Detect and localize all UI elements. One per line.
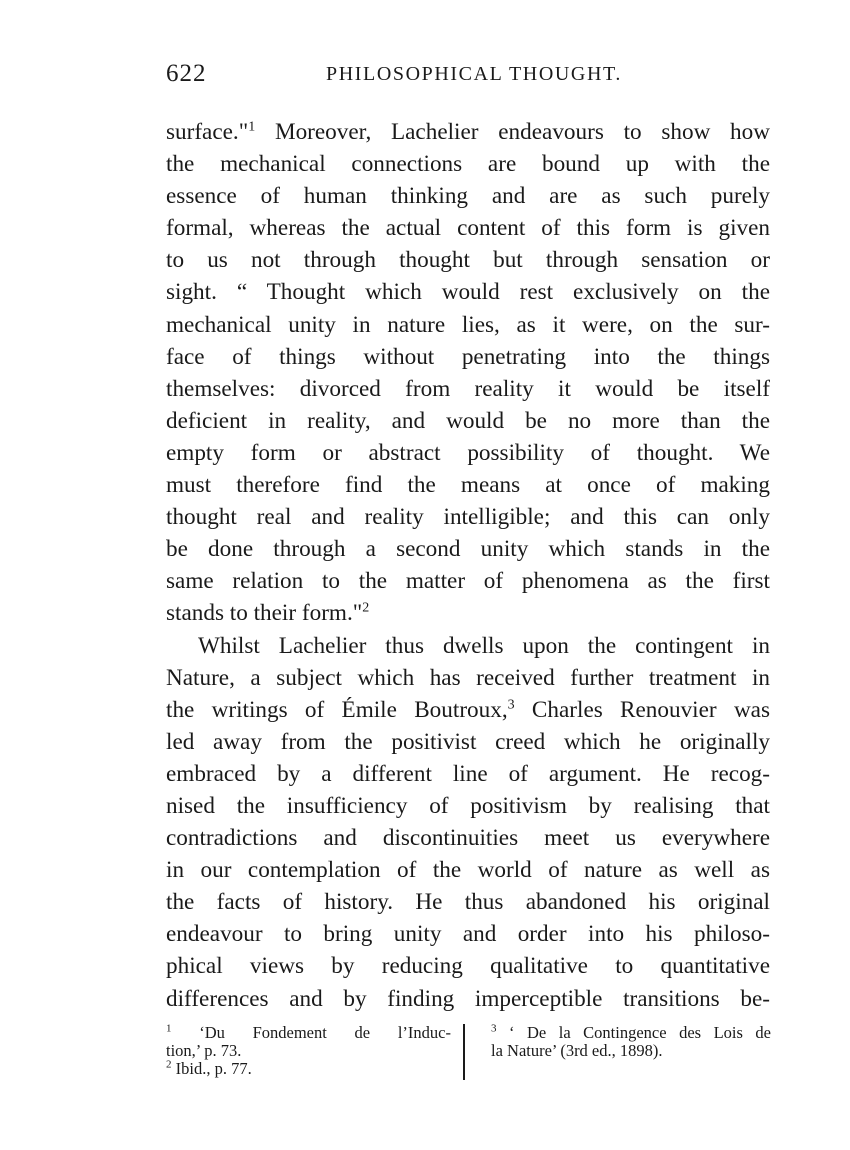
body-line-text: face of things without penetrating into the things bbox=[166, 343, 770, 370]
body-line bbox=[166, 276, 770, 308]
body-line bbox=[166, 822, 770, 854]
body-line bbox=[166, 597, 770, 629]
body-line-text: thought real and reality intelligible; and this can only bbox=[166, 504, 770, 531]
body-line-text: themselves: divorced from reality it would be itself bbox=[166, 375, 770, 402]
footnote-column-divider bbox=[463, 1024, 465, 1080]
body-line-text: contradictions and discontinuities meet us everywhere bbox=[166, 825, 770, 852]
body-line bbox=[166, 694, 770, 726]
body-line-text: Nature, a subject which has received further treatment in bbox=[166, 664, 770, 691]
body-line bbox=[166, 180, 770, 212]
footnote-line bbox=[166, 1060, 451, 1078]
body-line bbox=[166, 758, 770, 790]
footnote-text: la Nature’ (3rd ed., 1898). bbox=[491, 1041, 663, 1060]
body-line bbox=[166, 244, 770, 276]
body-line bbox=[166, 854, 770, 886]
body-line-text: led away from the positivist creed which he originally bbox=[166, 728, 770, 755]
body-line-text: be done through a second unity which stands in the bbox=[166, 536, 770, 563]
body-line-text: the mechanical connections are bound up with the bbox=[166, 151, 770, 178]
footnotes-left-column bbox=[166, 1024, 451, 1078]
body-line-text: the facts of history. He thus abandoned his original bbox=[166, 889, 770, 916]
footnote-text: ‘ De la Contingence des Lois de bbox=[509, 1023, 771, 1042]
body-line bbox=[166, 116, 770, 148]
body-line-text: same relation to the matter of phenomena as the first bbox=[166, 568, 770, 595]
footnote-mark: 3 bbox=[491, 1022, 497, 1035]
body-line bbox=[166, 950, 770, 982]
body-line bbox=[166, 148, 770, 180]
body-line-text: in our contemplation of the world of nature as well as bbox=[166, 857, 770, 884]
body-line bbox=[166, 373, 770, 405]
body-line-text: differences and by finding imperceptible transitions be- bbox=[166, 985, 770, 1012]
footnote-reference: 3 bbox=[507, 696, 515, 712]
body-text bbox=[166, 116, 770, 1015]
footnote-line bbox=[491, 1024, 771, 1042]
body-line-text: Charles Renouvier was bbox=[514, 696, 771, 723]
body-line-text: to us not through thought but through sensation or bbox=[166, 247, 770, 274]
body-line bbox=[166, 309, 770, 341]
footnote-mark: 2 bbox=[166, 1058, 172, 1071]
running-head bbox=[166, 60, 770, 96]
body-line-text: surface." bbox=[166, 119, 249, 145]
footnote-reference: 2 bbox=[362, 600, 370, 616]
body-line bbox=[166, 469, 770, 501]
body-line bbox=[166, 565, 770, 597]
body-line bbox=[166, 790, 770, 822]
footnote-text: tion,’ p. 73. bbox=[166, 1041, 242, 1060]
body-line bbox=[166, 341, 770, 373]
body-line-text: sight. “ Thought which would rest exclusively on the bbox=[166, 279, 770, 306]
body-line-text: mechanical unity in nature lies, as it were, on the sur- bbox=[166, 311, 770, 338]
body-line-text: nised the insufficiency of positivism by realising that bbox=[166, 792, 770, 819]
body-line bbox=[166, 662, 770, 694]
body-line bbox=[166, 405, 770, 437]
footnotes-right-column bbox=[491, 1024, 771, 1060]
body-line bbox=[166, 501, 770, 533]
body-line-text: the writings of Émile Boutroux, bbox=[166, 696, 508, 723]
body-line-text: formal, whereas the actual content of this form is given bbox=[166, 215, 770, 242]
body-line-text: Whilst Lachelier thus dwells upon the contingent in bbox=[198, 632, 770, 659]
body-line-text: essence of human thinking and are as such purely bbox=[166, 183, 770, 210]
body-line-text: Moreover, Lachelier endeavours to show how bbox=[255, 119, 770, 145]
body-line-text: embraced by a different line of argument. He recog- bbox=[166, 760, 770, 787]
body-line bbox=[166, 983, 770, 1015]
body-line bbox=[166, 212, 770, 244]
footnote-text: ‘Du Fondement de l’Induc- bbox=[199, 1023, 451, 1042]
footnote-reference: 1 bbox=[248, 119, 256, 135]
footnote-line bbox=[166, 1024, 451, 1042]
body-line bbox=[166, 630, 770, 662]
footnote-line bbox=[491, 1042, 771, 1060]
body-line bbox=[166, 918, 770, 950]
body-line-text: stands to their form." bbox=[166, 600, 363, 627]
body-line-text: empty form or abstract possibility of thought. We bbox=[166, 439, 770, 466]
body-line-text: must therefore find the means at once of making bbox=[166, 472, 770, 499]
body-line bbox=[166, 533, 770, 565]
body-line-text: phical views by reducing qualitative to quantitative bbox=[166, 953, 770, 980]
footnote-mark: 1 bbox=[166, 1022, 172, 1035]
running-title: PHILOSOPHICAL THOUGHT. bbox=[326, 63, 622, 85]
footnote-line bbox=[166, 1042, 451, 1060]
body-line bbox=[166, 886, 770, 918]
body-line-text: endeavour to bring unity and order into his philoso- bbox=[166, 921, 770, 948]
body-line bbox=[166, 437, 770, 469]
footnote-text: Ibid., p. 77. bbox=[175, 1059, 252, 1078]
body-line-text: deficient in reality, and would be no more than the bbox=[166, 407, 770, 434]
body-line bbox=[166, 726, 770, 758]
page-number: 622 bbox=[166, 60, 207, 87]
